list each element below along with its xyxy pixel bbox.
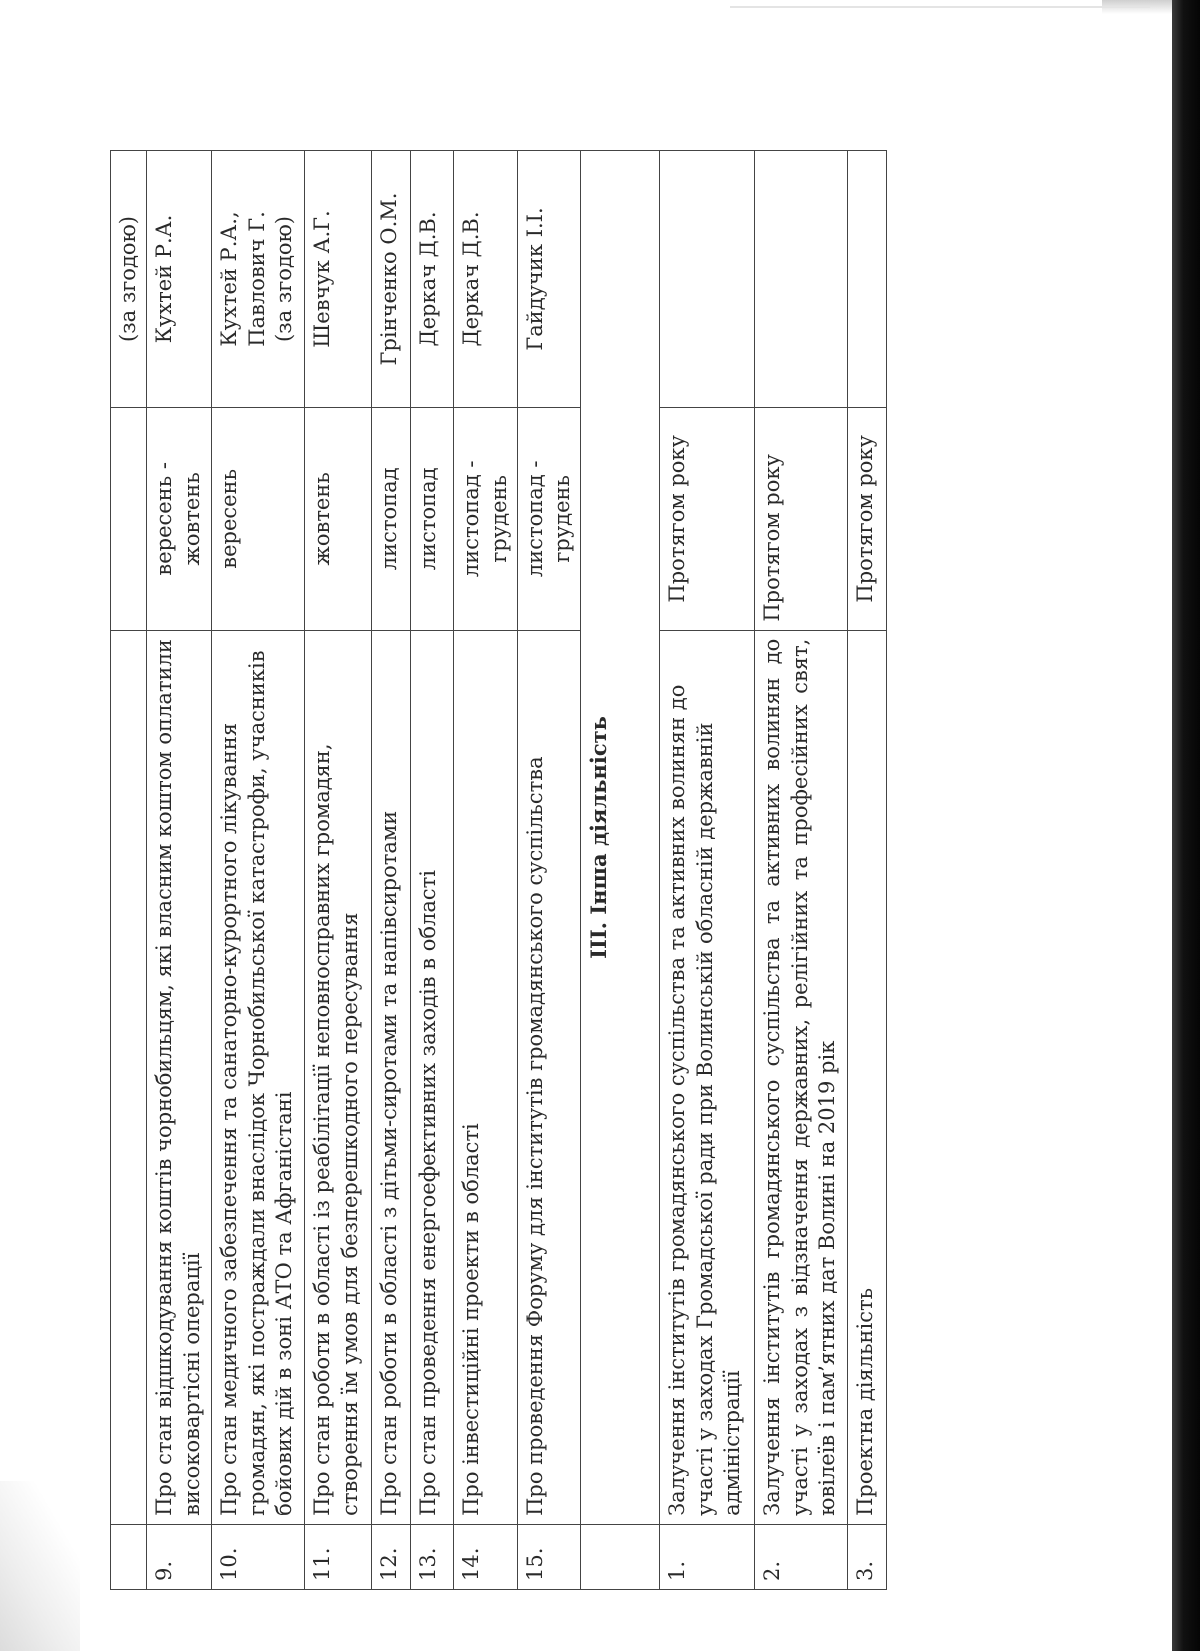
- cell-term: вересень - жовтень: [147, 407, 212, 630]
- table-row: [147, 151, 212, 1590]
- cell-term: Протягом року: [660, 407, 755, 630]
- cell-resp: [660, 151, 755, 408]
- rotated-page: [110, 150, 1080, 1590]
- cell-num: [581, 1524, 660, 1589]
- cell-num: 10.: [212, 1524, 305, 1589]
- resp-line: Павлович Г.: [244, 211, 269, 347]
- cell-text: Про стан відшкодування коштів чорнобильцям, які власним коштом оплатили високовартісні операції: [147, 630, 212, 1524]
- cell-text: Про стан медичного забезпечення та санаторно-курортного лікування громадян, які постраждали внаслідок Чорнобильської катастрофи, учасників бойових дій в зоні АТО та Афганістані: [212, 630, 305, 1524]
- table-row: [212, 151, 305, 1590]
- cell-text: Проектна діяльність: [848, 630, 887, 1524]
- scanner-dark-edge: [1172, 0, 1200, 1651]
- cell-num: 2.: [755, 1524, 848, 1589]
- scanner-corner-shadow: [0, 1481, 80, 1651]
- cell-term: листопад: [411, 407, 454, 630]
- cell-term: листопад: [372, 407, 411, 630]
- cell-text: Про стан роботи в області із реабілітації неповносправних громадян, створення їм умов для безперешкодного пересування: [305, 630, 372, 1524]
- table-row: [454, 151, 518, 1590]
- cell-num: 12.: [372, 1524, 411, 1589]
- cell-text: Про стан роботи в області з дітьми-сиротами та напівсиротами: [372, 630, 411, 1524]
- resp-line: (за згодою): [271, 216, 296, 342]
- cell-term: листопад - грудень: [517, 407, 581, 630]
- cell-term: [111, 407, 147, 630]
- plan-table: [110, 150, 887, 1590]
- resp-line: Кухтей Р.А.,: [217, 211, 242, 347]
- cell-text: Про стан проведення енергоефективних заходів в області: [411, 630, 454, 1524]
- cell-term: Протягом року: [848, 407, 887, 630]
- cell-resp: Шевчук А.Г.: [305, 151, 372, 408]
- cell-resp: Гайдучик І.І.: [517, 151, 581, 408]
- cell-resp: [848, 151, 887, 408]
- cell-resp: Деркач Д.В.: [454, 151, 518, 408]
- table-row: [305, 151, 372, 1590]
- cell-num: 1.: [660, 1524, 755, 1589]
- cell-num: 3.: [848, 1524, 887, 1589]
- table-row: [755, 151, 848, 1590]
- cell-term: вересень: [212, 407, 305, 630]
- table-row: [848, 151, 887, 1590]
- cell-term: жовтень: [305, 407, 372, 630]
- table-row: [517, 151, 581, 1590]
- table-row: [372, 151, 411, 1590]
- section-title: ІІІ. Інша діяльність: [581, 151, 660, 1525]
- cell-num: [111, 1524, 147, 1589]
- cell-text: Про проведення Форуму для інститутів громадянського суспільства: [517, 630, 581, 1524]
- cell-text: Про інвестиційні проекти в області: [454, 630, 518, 1524]
- cell-num: 11.: [305, 1524, 372, 1589]
- cell-resp: [212, 151, 305, 408]
- table-row: [411, 151, 454, 1590]
- cell-text: Залучення інститутів громадянського суспільства та активних волинян до участі у заходах з відзначення державних, релігійних та професійних свят, ювілеїв і пам’ятних дат Волині на 2019 рік: [755, 630, 848, 1524]
- cell-resp: Деркач Д.В.: [411, 151, 454, 408]
- cell-num: 15.: [517, 1524, 581, 1589]
- cell-resp: Кухтей Р.А.: [147, 151, 212, 408]
- cell-term: Протягом року: [755, 407, 848, 630]
- cell-resp: Грінченко О.М.: [372, 151, 411, 408]
- cell-num: 13.: [411, 1524, 454, 1589]
- cell-text: [111, 630, 147, 1524]
- table-row-continuation: [111, 151, 147, 1590]
- cell-num: 14.: [454, 1524, 518, 1589]
- section-row: [581, 151, 660, 1590]
- cell-term: листопад - грудень: [454, 407, 518, 630]
- cell-resp: [755, 151, 848, 408]
- scanner-top-line: [730, 6, 1150, 8]
- cell-resp: (за згодою): [111, 151, 147, 408]
- cell-num: 9.: [147, 1524, 212, 1589]
- cell-text: Залучення інститутів громадянського суспільства та активних волинян до участі у заходах Громадської ради при Волинській обласній державній адміністрації: [660, 630, 755, 1524]
- table-row: [660, 151, 755, 1590]
